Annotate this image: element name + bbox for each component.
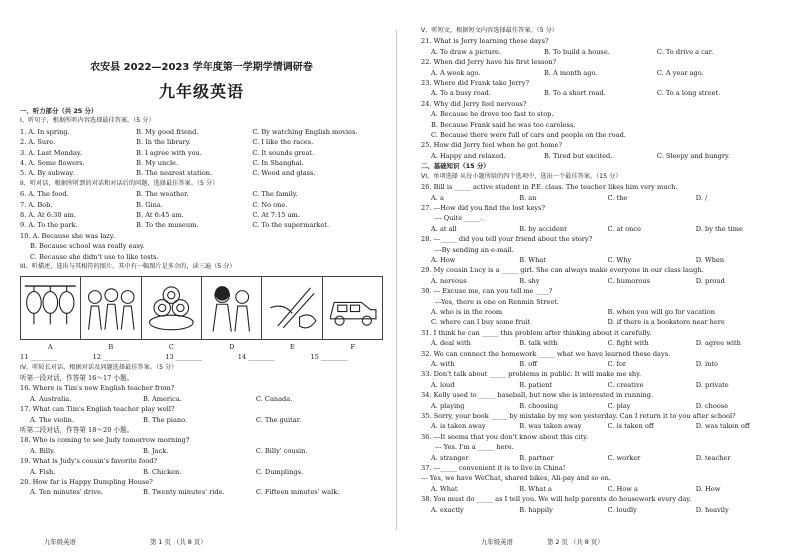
question-8: 8. A. At 6:30 am. B. At 6:45 am. C. At 7:15 am.	[20, 211, 300, 220]
picture-labels: A B C D E F	[47, 342, 356, 351]
question-36-options: A. stranger B. partner C. worker D. teacher	[431, 453, 731, 462]
question-19: 19. What is Judy's cousin's favorite food?	[20, 457, 158, 466]
part4-instruction: IV、听较长对话，根据对话及问题选择最佳答案。（5 分）	[20, 363, 178, 371]
question-24-option-c: C. Because there were full of cars and people on the road.	[431, 131, 626, 140]
question-29-options: A. nervous B. shy C. humorous D. proud	[431, 276, 725, 285]
question-2: 2. A. Sure. B. In the library. C. I like the races.	[20, 138, 314, 147]
question-4: 4. A. Some flowers. B. My uncle. C. In Shanghai.	[20, 159, 304, 168]
question-16: 16. Where is Tim's new English teacher from?	[20, 384, 175, 393]
question-26-options: A. a B. an C. the D. /	[431, 193, 708, 202]
footer-subject: 九年级英语	[44, 538, 76, 546]
question-30-options-ab: A. who is in the room B. when you will go for vacation	[431, 307, 715, 316]
question-30-options-cd: C. where can I buy some fruit D. if there is a bookstore near here	[431, 318, 725, 327]
question-30: 30. --- Excuse me, can you tell me ____?	[421, 287, 553, 296]
question-28: 28. ---_____ did you tell your friend about the story?	[421, 235, 593, 244]
question-25-options: A. Happy and relaxed. B. Tired but excited. C. Sleepy and hungry.	[431, 151, 730, 160]
question-24: 24. Why did Jerry feel nervous?	[421, 99, 527, 108]
exam-subject: 九年级英语	[158, 82, 244, 101]
question-22-options: A. A week ago. B. A month ago. C. A year ago.	[431, 68, 704, 77]
question-36: 36. ---It seems that you don't know about this city.	[421, 432, 589, 441]
question-32-options: A. with B. off C. for D. into	[431, 360, 718, 368]
part2-instruction: II、听对话，根据所听到的对话和对话后的问题，选择最佳答案。（5 分）	[20, 179, 219, 187]
question-7: 7. A. Bob. B. Gina. C. No one.	[20, 200, 288, 209]
picture-d-people	[202, 277, 262, 339]
question-37: 37. ---_____ convenient it is to live in China!	[421, 464, 566, 473]
question-28-reply: ---By sending an e-mail.	[435, 245, 514, 254]
question-10: 10. A. Because she was lazy.	[20, 231, 115, 240]
question-29: 29. My cousin Lucy is a _____ girl. She can always make everyone in our class laugh.	[421, 266, 704, 275]
question-30-reply: ---Yes, there is one on Renmin Street.	[435, 297, 559, 306]
question-9: 9. A. To the park. B. To the museum. C. To the supermarket.	[20, 221, 330, 230]
question-21: 21. What is Jerry learning these days?	[421, 37, 549, 46]
question-20-options: A. Ten minutes' drive. B. Twenty minutes' ride. C. Fifteen minutes' walk.	[30, 488, 340, 497]
question-31: 31. I think he can _____ this problem after thinking about it carefully.	[421, 328, 652, 337]
question-10-option-c: C. Because she didn't use to like tests.	[30, 252, 159, 261]
question-24-option-b: B. Because Frank said he was too careless.	[431, 120, 576, 129]
question-24-option-a: A. Because he drove too fast to stop.	[431, 110, 554, 119]
footer-page-number: 第 1 页 （共 8 页）	[150, 538, 207, 546]
question-16-options: A. Australia. B. America. C. Canada.	[30, 394, 293, 403]
question-28-options: A. How B. What C. Why D. When	[431, 255, 725, 264]
picture-c-mooncakes	[142, 277, 202, 339]
exam-page-2	[397, 0, 794, 560]
footer-page-number: 第 2 页 （共 8 页）	[547, 538, 604, 546]
conversation-1-note: 听第一段对话，作答第 16～17 小题。	[20, 373, 134, 382]
question-33-options: A. loud B. patient C. creative D. private	[431, 380, 729, 389]
question-31-options: A. deal with B. talk with C. fight with D. agree with	[431, 339, 741, 348]
question-20: 20. How far is Happy Dumpling House?	[20, 477, 153, 486]
question-18-options: A. Billy. B. Jack. C. Billy' cousin.	[30, 446, 308, 455]
question-22: 22. When did Jerry have his first lesson?	[421, 58, 557, 67]
question-23-options: A. To a busy road. B. To a short road. C. To a long street.	[431, 89, 721, 98]
question-36-reply: --- Yes. I'm a _____ here.	[435, 443, 514, 452]
picture-e-chopsticks	[262, 277, 322, 339]
question-3: 3. A. Last Monday. B. I agree with you. C. It sounds great.	[20, 148, 315, 157]
question-25: 25. How did Jerry feel when he got home?	[421, 141, 563, 150]
question-6: 6. A. The food. B. The weather. C. The family.	[20, 190, 298, 199]
conversation-2-note: 听第二段对话，作答第 18～20 小题。	[20, 425, 134, 434]
question-17: 17. What can Tim's English teacher play well?	[20, 405, 175, 414]
question-35: 35. Sorry, your book _____ by mistake by my son yesterday. Can I return it to you after school?	[421, 412, 736, 421]
part3-instruction: III、听描述，选出与其相符的图片，其中有一幅图片是多余的，读三遍（5 分）	[20, 263, 236, 271]
question-10-option-b: B. Because school was really easy.	[30, 242, 145, 251]
question-27: 27. ---How did you find the lost keys?	[421, 203, 546, 212]
question-33: 33. Don't talk about _____ problems in public. It will make me shy.	[421, 370, 642, 379]
picture-answer-blanks[interactable]: 11 ________ 12 ________ 13 ________ 14 ________ 15 ________	[20, 352, 348, 361]
part5-instruction: V、听短文，根据短文内容选择最佳答案。（5 分）	[421, 27, 558, 34]
question-5: 5. A. By subway. B. The nearest station. C. Wood and glass.	[20, 169, 316, 178]
footer-subject: 九年级英语	[481, 538, 513, 546]
question-1: 1. A. In spring. B. My good friend. C. By watching English movies.	[20, 127, 358, 136]
question-37-reply: --- Yes, we have WeChat, shared bikes, Ali-pay and so on.	[421, 474, 611, 483]
question-37-options: A. What B. What a C. How a D. How	[431, 484, 721, 493]
question-38-options: A. exactly B. happily C. loudly D. heavily	[431, 505, 729, 514]
question-21-options: A. To draw a picture. B. To build a house. C. To drive a car.	[431, 47, 714, 56]
question-27-reply: --- Quite _____.	[435, 214, 483, 223]
basic-knowledge-heading: 二、基础知识（15 分）	[421, 162, 490, 171]
question-26: 26. Bill is _____ active student in P.E. class. The teacher likes him very much.	[421, 183, 678, 192]
question-17-options: A. The violin. B. The piano. C. The guitar.	[30, 415, 302, 424]
listening-heading: 一、听力部分（共 25 分）	[20, 107, 98, 115]
part1-instruction: I、听句子，根据所听内容选择最佳答案。（5 分）	[20, 117, 155, 125]
question-35-options: A. is taken away B. was taken away C. is taken off D. was taken off	[431, 422, 750, 431]
picture-b-children	[81, 277, 141, 339]
question-23: 23. Where did Frank take Jerry?	[421, 79, 529, 88]
question-18: 18. Who is coming to see Judy tomorrow morning?	[20, 436, 190, 445]
exam-title: 农安县 2022—2023 学年度第一学期学情调研卷	[90, 62, 313, 73]
question-19-options: A. Fish. B. Chicken. C. Dumplings.	[30, 467, 304, 476]
question-34-options: A. playing B. choosing C. play D. choose	[431, 401, 729, 410]
picture-a-lanterns	[21, 277, 81, 339]
picture-f-car	[323, 277, 382, 339]
question-27-options: A. at all B. by accident C. at once D. by the time	[431, 224, 743, 233]
picture-strip	[20, 276, 383, 340]
question-32: 32. We can connect the homework _____ what we have learned these days.	[421, 349, 671, 358]
question-34: 34. Kelly used to _____ baseball, but now she is interested in running.	[421, 391, 654, 400]
question-38: 38. You must do _____ as I tell you. We will help parents do housework every day.	[421, 495, 692, 504]
part6-instruction: VI、单项选择 从每小题所给的四个选项中，选出一个最佳答案。（15 分）	[421, 172, 622, 180]
